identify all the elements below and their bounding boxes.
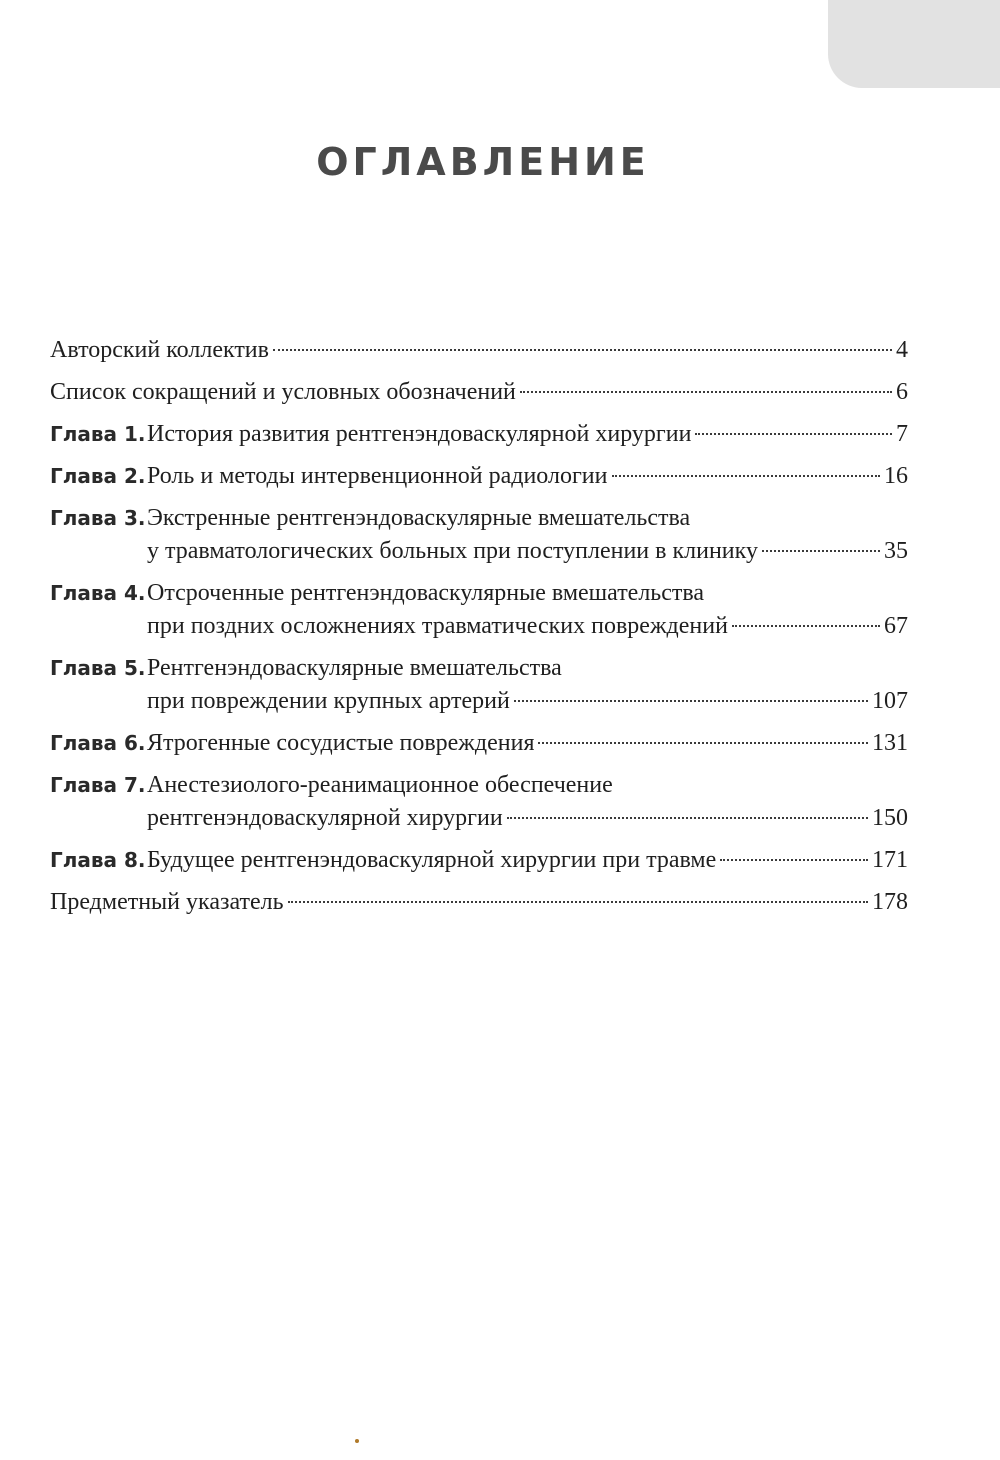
dot-leader <box>288 901 868 903</box>
dot-leader <box>612 475 881 477</box>
toc-page-number: 6 <box>896 379 908 405</box>
paper-speck <box>355 1439 359 1443</box>
dot-leader <box>732 625 880 627</box>
toc-entry-text: Анестезиолого-реанимационное обеспечение <box>147 772 613 798</box>
chapter-label: Глава 3. <box>50 506 146 530</box>
chapter-label: Глава 6. <box>50 731 146 755</box>
toc-page-number: 16 <box>884 463 908 489</box>
toc-entry-chapter-1[interactable] <box>50 418 908 451</box>
toc-entry-chapter-8[interactable] <box>50 844 908 877</box>
toc-entry-text: Роль и методы интервенционной радиологии <box>147 463 608 489</box>
toc-entry-text: Экстренные рентгенэндоваскулярные вмешательства <box>147 505 691 531</box>
dot-leader <box>762 550 880 552</box>
toc-entry-text: Рентгенэндоваскулярные вмешательства <box>147 655 562 681</box>
table-of-contents <box>50 334 908 928</box>
dot-leader <box>720 859 868 861</box>
chapter-label: Глава 2. <box>50 464 146 488</box>
page-title: ОГЛАВЛЕНИЕ <box>316 140 650 184</box>
chapter-label: Глава 8. <box>50 848 146 872</box>
toc-entry-text-continued: у травматологических больных при поступлении в клинику <box>147 538 758 564</box>
chapter-label: Глава 4. <box>50 581 146 605</box>
toc-entry-index[interactable] <box>50 886 908 919</box>
toc-entry-text-continued: рентгенэндоваскулярной хирургии <box>147 805 503 831</box>
dot-leader <box>507 817 868 819</box>
toc-entry-text: Ятрогенные сосудистые повреждения <box>147 730 535 756</box>
toc-entry-chapter-5[interactable] <box>50 652 908 718</box>
toc-page-number: 150 <box>872 805 908 831</box>
chapter-label: Глава 5. <box>50 656 146 680</box>
toc-entry-chapter-4[interactable] <box>50 577 908 643</box>
toc-entry-authors[interactable] <box>50 334 908 367</box>
toc-page-number: 178 <box>872 889 908 915</box>
toc-page-number: 107 <box>872 688 908 714</box>
toc-entry-text: Список сокращений и условных обозначений <box>50 379 516 405</box>
toc-page-number: 131 <box>872 730 908 756</box>
toc-entry-chapter-7[interactable] <box>50 769 908 835</box>
toc-entry-text: Предметный указатель <box>50 889 284 915</box>
toc-entry-text: История развития рентгенэндоваскулярной хирургии <box>147 421 692 447</box>
toc-entry-text: Отсроченные рентгенэндоваскулярные вмешательства <box>147 580 705 606</box>
toc-entry-chapter-6[interactable] <box>50 727 908 760</box>
toc-entry-text: Авторский коллектив <box>50 337 269 363</box>
dot-leader <box>695 433 892 435</box>
toc-page-number: 4 <box>896 337 908 363</box>
toc-entry-chapter-2[interactable] <box>50 460 908 493</box>
toc-entry-text: Будущее рентгенэндоваскулярной хирургии при травме <box>147 847 717 873</box>
dot-leader <box>514 700 868 702</box>
dot-leader <box>538 742 868 744</box>
toc-page-number: 171 <box>872 847 908 873</box>
chapter-label: Глава 7. <box>50 773 146 797</box>
toc-page-number: 7 <box>896 421 908 447</box>
toc-page-number: 35 <box>884 538 908 564</box>
chapter-label: Глава 1. <box>50 422 146 446</box>
dot-leader <box>520 391 892 393</box>
toc-entry-text-continued: при поздних осложнениях травматических повреждений <box>147 613 728 639</box>
toc-entry-abbreviations[interactable] <box>50 376 908 409</box>
dot-leader <box>273 349 892 351</box>
toc-entry-chapter-3[interactable] <box>50 502 908 568</box>
toc-entry-text-continued: при повреждении крупных артерий <box>147 688 510 714</box>
toc-page-number: 67 <box>884 613 908 639</box>
corner-thumb-tab <box>828 0 1000 88</box>
